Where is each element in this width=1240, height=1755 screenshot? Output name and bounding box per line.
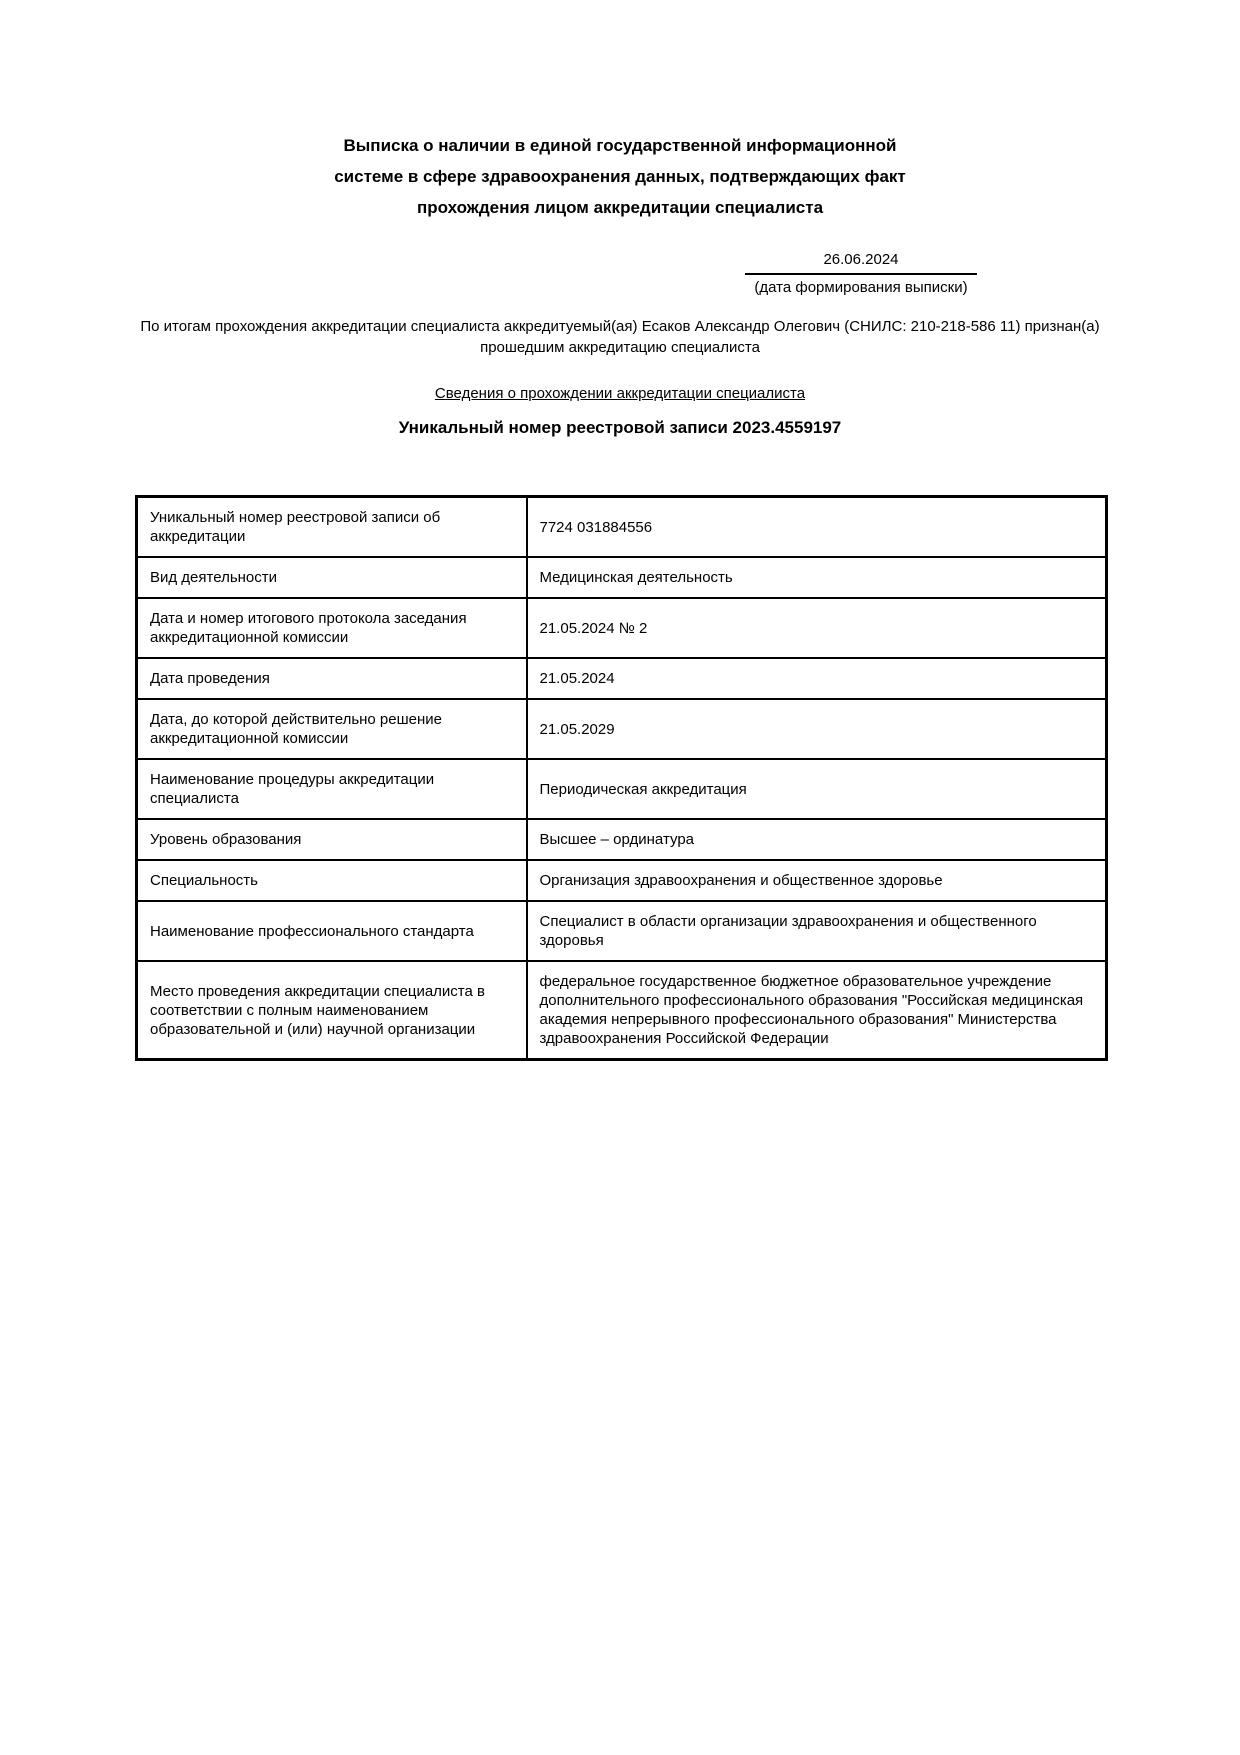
document-page: [135, 0, 1105, 1061]
extract-date-block: [745, 249, 977, 298]
row-value: Высшее – ординатура: [527, 819, 1107, 860]
table-row: [137, 901, 1107, 961]
table-row: [137, 961, 1107, 1060]
row-value: 21.05.2029: [527, 699, 1107, 759]
page-title-line: прохождения лицом аккредитации специалиста: [416, 198, 824, 217]
row-value: 21.05.2024 № 2: [527, 598, 1107, 658]
row-label: Специальность: [137, 860, 527, 901]
row-value: Медицинская деятельность: [527, 557, 1107, 598]
row-value: 7724 031884556: [527, 497, 1107, 558]
page-title-line: Выписка о наличии в единой государственной информационной: [343, 136, 897, 155]
section-heading: Сведения о прохождении аккредитации специалиста: [434, 385, 806, 402]
row-label: Наименование процедуры аккредитации специалиста: [137, 759, 527, 819]
row-label: Наименование профессионального стандарта: [137, 901, 527, 961]
row-label: Место проведения аккредитации специалиста в соответствии с полным наименованием образовательной и (или) научной организации: [137, 961, 527, 1060]
registry-number-heading: Уникальный номер реестровой записи 2023.4559197: [398, 418, 842, 437]
page-title-line: системе в сфере здравоохранения данных, подтверждающих факт: [334, 167, 906, 186]
table-row: [137, 557, 1107, 598]
table-row: [137, 860, 1107, 901]
table-row: [137, 658, 1107, 699]
row-label: Дата и номер итогового протокола заседания аккредитационной комиссии: [137, 598, 527, 658]
table-row: [137, 497, 1107, 558]
row-value: Организация здравоохранения и общественное здоровье: [527, 860, 1107, 901]
table-row: [137, 699, 1107, 759]
table-row: [137, 598, 1107, 658]
row-value: федеральное государственное бюджетное образовательное учреждение дополнительного профессионального образования "Российская медицинская академия непрерывного профессионального образования" Министерства здравоохранения Российской Федерации: [527, 961, 1107, 1060]
row-label: Дата проведения: [137, 658, 527, 699]
table-row: [137, 759, 1107, 819]
page-title: [135, 130, 1105, 223]
row-label: Уникальный номер реестровой записи об аккредитации: [137, 497, 527, 558]
row-label: Уровень образования: [137, 819, 527, 860]
row-label: Дата, до которой действительно решение аккредитационной комиссии: [137, 699, 527, 759]
table-row: [137, 819, 1107, 860]
accreditation-table: [135, 495, 1108, 1061]
row-label: Вид деятельности: [137, 557, 527, 598]
extract-date: 26.06.2024: [745, 249, 977, 275]
extract-date-caption: (дата формирования выписки): [754, 279, 968, 296]
row-value: Специалист в области организации здравоохранения и общественного здоровья: [527, 901, 1107, 961]
row-value: 21.05.2024: [527, 658, 1107, 699]
intro-paragraph: По итогам прохождения аккредитации специалиста аккредитуемый(ая) Есаков Александр Олегович (СНИЛС: 210-218-586 11) признан(а) прошедшим аккредитацию специалиста: [140, 318, 1100, 356]
row-value: Периодическая аккредитация: [527, 759, 1107, 819]
